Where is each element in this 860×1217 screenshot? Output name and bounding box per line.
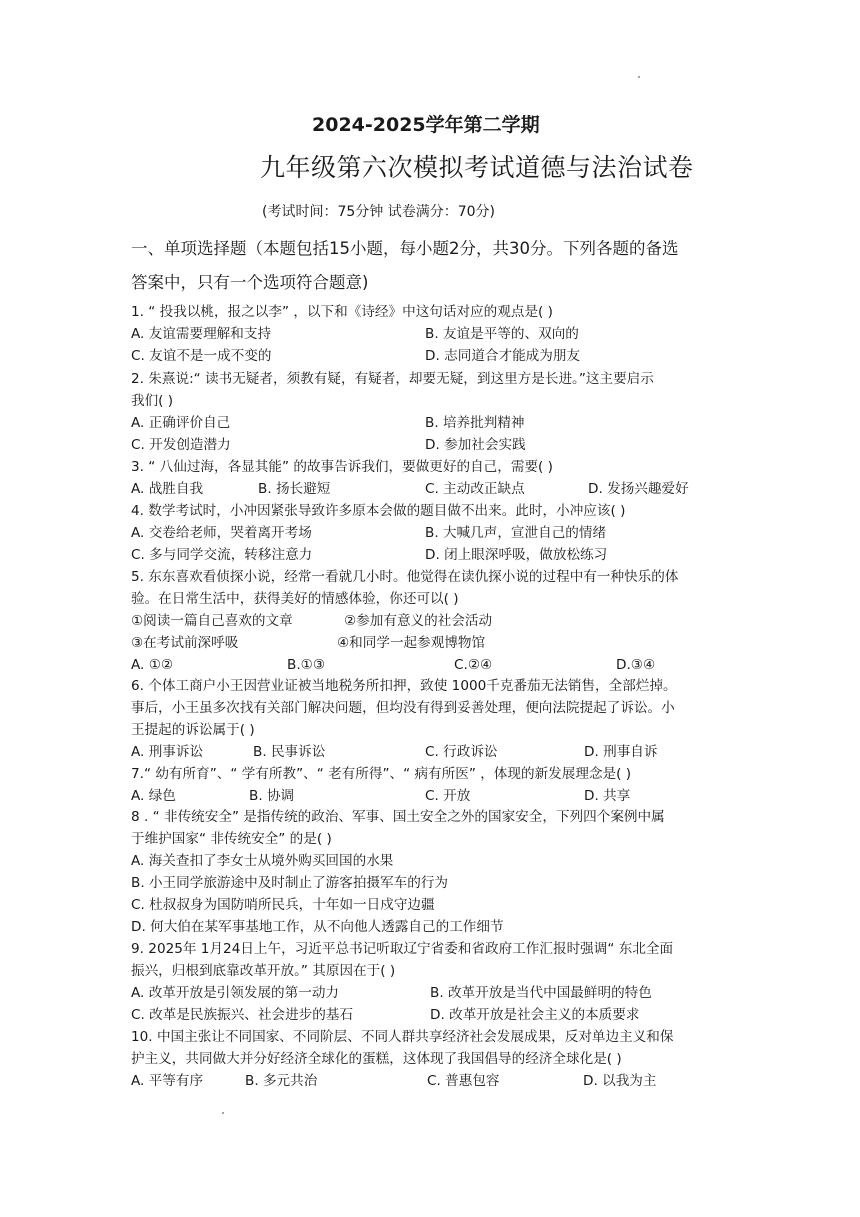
q7-option-b[interactable]: B. 协调 — [249, 788, 295, 804]
question-7-stem: 7.“ 幼有所育”、“ 学有所教”、“ 老有所得”、“ 病有所医” ，体现的新发展理念是( ) — [131, 766, 632, 782]
exam-title: 九年级第六次模拟考试道德与法治试卷 — [260, 153, 694, 182]
q4-option-b[interactable]: B. 大喊几声，宣泄自己的情绪 — [425, 525, 607, 541]
q3-option-a[interactable]: A. 战胜自我 — [131, 481, 204, 497]
q2-option-d[interactable]: D. 参加社会实践 — [425, 437, 526, 453]
question-8-stem-cont: 于维护国家“ 非传统安全” 的是( ) — [131, 831, 332, 847]
q8-option-a[interactable]: A. 海关查扣了李女士从境外购买回国的水果 — [131, 853, 394, 869]
q2-option-b[interactable]: B. 培养批判精神 — [425, 415, 525, 431]
q5-option-d[interactable]: D.③④ — [616, 657, 656, 673]
q7-option-c[interactable]: C. 开放 — [425, 788, 471, 804]
q1-option-a[interactable]: A. 友谊需要理解和支持 — [131, 326, 272, 342]
q9-option-b[interactable]: B. 改革开放是当代中国最鲜明的特色 — [430, 985, 652, 1001]
q10-option-b[interactable]: B. 多元共治 — [245, 1073, 318, 1089]
q4-option-a[interactable]: A. 交卷给老师，哭着离开考场 — [131, 525, 312, 541]
q6-option-a[interactable]: A. 刑事诉讼 — [131, 744, 204, 760]
q5-item-2: ②参加有意义的社会活动 — [344, 613, 493, 629]
question-10-stem-cont: 护主义，共同做大并分好经济全球化的蛋糕，这体现了我国倡导的经济全球化是( ) — [131, 1051, 622, 1067]
speck-mark — [638, 76, 640, 78]
speck-mark — [222, 1112, 224, 1114]
q8-option-d[interactable]: D. 何大伯在某军事基地工作，从不向他人透露自己的工作细节 — [131, 919, 504, 935]
q4-option-d[interactable]: D. 闭上眼深呼吸，做放松练习 — [425, 547, 608, 563]
question-6-stem-cont: 事后，小王虽多次找有关部门解决问题，但均没有得到妥善处理，便向法院提起了诉讼。小 — [131, 700, 675, 716]
q1-option-b[interactable]: B. 友谊是平等的、双向的 — [425, 326, 579, 342]
q8-option-b[interactable]: B. 小王同学旅游途中及时制止了游客拍摄军车的行为 — [131, 875, 449, 891]
q5-option-a[interactable]: A. ①② — [131, 657, 174, 673]
q5-option-c[interactable]: C.②④ — [454, 657, 493, 673]
q4-option-c[interactable]: C. 多与同学交流，转移注意力 — [131, 547, 313, 563]
question-6-stem-cont: 王提起的诉讼属于( ) — [131, 722, 255, 738]
q5-option-b[interactable]: B.①③ — [287, 657, 326, 673]
question-5-stem-cont: 验。在日常生活中，获得美好的情感体验，你还可以( ) — [131, 591, 459, 607]
question-1-stem: 1. “ 投我以桃，报之以李” ，以下和《诗经》中这句话对应的观点是( ) — [131, 304, 553, 320]
q5-item-4: ④和同学一起参观博物馆 — [337, 635, 486, 651]
question-8-stem: 8 . “ 非传统安全” 是指传统的政治、军事、国土安全之外的国家安全，下列四个案例中属 — [131, 809, 665, 825]
q3-option-c[interactable]: C. 主动改正缺点 — [425, 481, 525, 497]
q2-option-a[interactable]: A. 正确评价自己 — [131, 415, 231, 431]
q5-item-1: ①阅读一篇自己喜欢的文章 — [131, 613, 293, 629]
q5-item-3: ③在考试前深呼吸 — [131, 635, 239, 651]
q1-option-c[interactable]: C. 友谊不是一成不变的 — [131, 348, 272, 364]
q9-option-a[interactable]: A. 改革开放是引领发展的第一动力 — [131, 985, 340, 1001]
question-5-stem: 5. 东东喜欢看侦探小说，经常一看就几小时。他觉得在读仇探小说的过程中有一种快乐的体 — [131, 569, 679, 585]
q10-option-d[interactable]: D. 以我为主 — [583, 1073, 657, 1089]
question-6-stem: 6. 个体工商户小王因营业证被当地税务所扣押，致使 1000千克番茄无法销售，全部烂掉。 — [131, 678, 677, 694]
q6-option-c[interactable]: C. 行政诉讼 — [425, 744, 498, 760]
q7-option-a[interactable]: A. 绿色 — [131, 788, 176, 804]
q3-option-d[interactable]: D. 发扬兴趣爱好 — [588, 481, 689, 497]
question-2-stem-cont: 我们( ) — [131, 393, 174, 409]
q10-option-c[interactable]: C. 普惠包容 — [427, 1073, 500, 1089]
question-3-stem: 3. “ 八仙过海，各显其能” 的故事告诉我们，要做更好的自己，需要( ) — [131, 459, 553, 475]
question-4-stem: 4. 数学考试时，小冲因紧张导致许多原本会做的题目做不出来。此时，小冲应该( ) — [131, 503, 626, 519]
q6-option-d[interactable]: D. 刑事自诉 — [584, 744, 658, 760]
section-heading: 一、单项选择题（本题包括15小题，每小题2分，共30分。下列各题的备选 — [131, 239, 679, 258]
q8-option-c[interactable]: C. 杜叔叔身为国防哨所民兵，十年如一日戍守边疆 — [131, 897, 435, 913]
section-heading-cont: 答案中，只有一个选项符合题意) — [131, 273, 369, 292]
q1-option-d[interactable]: D. 志同道合才能成为朋友 — [425, 348, 581, 364]
exam-info: (考试时间：75分钟 试卷满分：70分) — [262, 204, 496, 220]
q9-option-c[interactable]: C. 改革是民族振兴、社会进步的基石 — [131, 1007, 354, 1023]
q6-option-b[interactable]: B. 民事诉讼 — [253, 744, 326, 760]
school-year: 2024-2025学年第二学期 — [312, 114, 540, 136]
q7-option-d[interactable]: D. 共享 — [584, 788, 631, 804]
q3-option-b[interactable]: B. 扬长避短 — [258, 481, 331, 497]
question-9-stem: 9. 2025年 1月24日上午，习近平总书记听取辽宁省委和省政府工作汇报时强调“ 东北全面 — [131, 941, 674, 957]
q9-option-d[interactable]: D. 改革开放是社会主义的本质要求 — [430, 1007, 640, 1023]
q10-option-a[interactable]: A. 平等有序 — [131, 1073, 204, 1089]
question-9-stem-cont: 振兴，归根到底靠改革开放。” 其原因在于( ) — [131, 963, 396, 979]
question-10-stem: 10. 中国主张让不同国家、不同阶层、不同人群共享经济社会发展成果，反对单边主义和保 — [131, 1029, 674, 1045]
question-2-stem: 2. 朱熹说:“ 读书无疑者，须教有疑，有疑者，却要无疑，到这里方是长进。”这主要启示 — [131, 371, 654, 387]
q2-option-c[interactable]: C. 开发创造潜力 — [131, 437, 231, 453]
